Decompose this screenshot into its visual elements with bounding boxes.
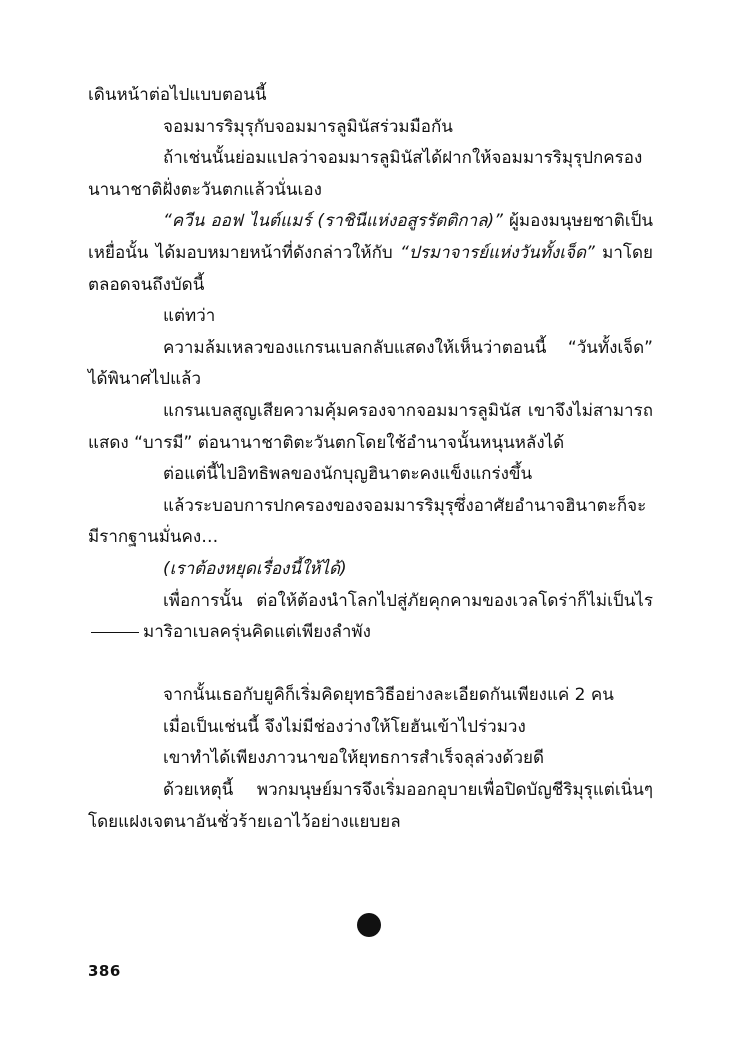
paragraph-4-text-1: ผู้มองมนุษยชาติเป็นเหยื่อนั้น ได้มอบหมายหน้าที่ดังกล่าวให้กับ (88, 211, 653, 263)
page-number: 386 (88, 962, 121, 980)
body-text (88, 80, 653, 838)
blank-line (88, 649, 653, 681)
paragraph-8: ต่อแต่นี้ไปอิทธิพลของนักบุญฮินาตะคงแข็งแกร่งขึ้น (163, 464, 533, 485)
paragraph-3: ถ้าเช่นนั้นย่อมแปลว่าจอมมารลูมินัสได้ฝากให้จอมมารริมุรุปกครองนานาชาติฝั่งตะวันตกแล้วนั่นเอง (88, 148, 643, 200)
paragraph-6: ความล้มเหลวของแกรนเบลกลับแสดงให้เห็นว่าตอนนี้ “วันทั้งเจ็ด” ได้พินาศไปแล้ว (88, 337, 653, 390)
inner-thought: (เราต้องหยุดเรื่องนี้ให้ได้) (163, 558, 347, 579)
paragraph-4 (88, 206, 653, 301)
paragraph-11-text-1: เพื่อการนั้น ต่อให้ต้องนำโลกไปสู่ภัยคุกคามของเวลโดร่าก็ไม่เป็นไร (163, 590, 653, 611)
paragraph-1: เดินหน้าต่อไปแบบตอนนี้ (88, 85, 267, 105)
paragraph-13: เมื่อเป็นเช่นนี้ จึงไม่มีช่องว่างให้โยฮันเข้าไปร่วมวง (163, 716, 526, 737)
paragraph-2: จอมมารริมุรุกับจอมมารลูมินัสร่วมมือกัน (163, 116, 453, 137)
scene-break-dot-icon (357, 913, 381, 937)
paragraph-5: แต่ทว่า (163, 306, 216, 327)
seven-days-title: “ปรมาจารย์แห่งวันทั้งเจ็ด” (400, 242, 595, 263)
paragraph-11 (88, 586, 653, 649)
em-dash (91, 632, 139, 633)
queen-of-nightmare-title: “ควีน ออฟ ไนต์แมร์ (ราชินีแห่งอสูรรัตติกาล)” (163, 211, 503, 232)
paragraph-7: แกรนเบลสูญเสียความคุ้มครองจากจอมมารลูมินัส เขาจึงไม่สามารถแสดง “บารมี” ต่อนานาชาติตะวันตกโดยใช้อำนาจนั้นหนุนหลังได้ (88, 400, 653, 453)
paragraph-11-text-2: มาริอาเบลครุ่นคิดแต่เพียงลำพัง (143, 622, 371, 643)
paragraph-14: เขาทำได้เพียงภาวนาขอให้ยุทธการสำเร็จลุล่วงด้วยดี (163, 748, 545, 769)
paragraph-9: แล้วระบอบการปกครองของจอมมารริมุรุซึ่งอาศัยอำนาจฮินาตะก็จะมีรากฐานมั่นคง… (88, 495, 647, 548)
paragraph-12: จากนั้นเธอกับยูคิก็เริ่มคิดยุทธวิธีอย่างละเอียดกันเพียงแค่ 2 คน (163, 685, 614, 706)
paragraph-4-text-2: มาโดยตลอดจนถึงบัดนี้ (88, 242, 653, 295)
paragraph-15: ด้วยเหตุนี้ พวกมนุษย์มารจึงเริ่มออกอุบายเพื่อปิดบัญชีริมุรุแต่เนิ่นๆ โดยแฝงเจตนาอันชั่วร้ายเอาไว้อย่างแยบยล (88, 780, 653, 832)
